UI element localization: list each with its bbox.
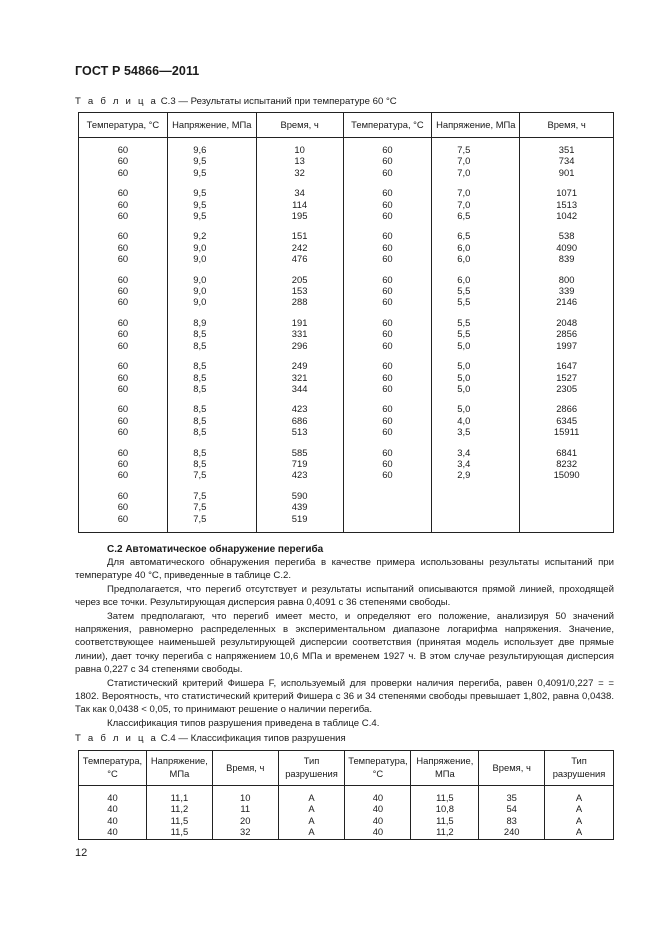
table-cell: 5,5 (432, 285, 520, 296)
table-cell: 1647 (520, 351, 614, 371)
table-cell: 9,5 (167, 210, 256, 221)
table-cell: 6345 (520, 415, 614, 426)
table-cell: 686 (256, 415, 343, 426)
table-cell: 114 (256, 199, 343, 210)
paragraph: Классификация типов разрушения приведена в таблице С.4. (107, 717, 380, 729)
table-cell: 839 (520, 253, 614, 264)
table-cell: 60 (79, 426, 168, 437)
column-header: Напряжение, МПа (167, 113, 256, 138)
table-row (79, 138, 614, 156)
table-cell: 4090 (520, 242, 614, 253)
table-cell: 7,0 (432, 178, 520, 198)
table-cell: 60 (343, 253, 432, 264)
table-cell: 734 (520, 155, 614, 166)
table-cell: 7,0 (432, 199, 520, 210)
table-cell: 242 (256, 242, 343, 253)
table-cell: 60 (79, 210, 168, 221)
table-cell: 1527 (520, 372, 614, 383)
table-cell: 8,9 (167, 308, 256, 328)
table-cell: 11,1 (146, 786, 212, 804)
table-cell: 8,5 (167, 426, 256, 437)
table-cell: 321 (256, 372, 343, 383)
table-cell: 10,8 (411, 803, 479, 814)
table-cell: 60 (343, 210, 432, 221)
table-cell: 439 (256, 501, 343, 512)
table-cell: 8,5 (167, 415, 256, 426)
table-cell: 6,5 (432, 210, 520, 221)
section-c2-heading: С.2 Автоматическое обнаружение перегиба (107, 544, 324, 555)
table-cell: 60 (79, 155, 168, 166)
table-cell: 11 (212, 803, 278, 814)
table-cell: 60 (343, 340, 432, 351)
table-cell: 8,5 (167, 458, 256, 469)
table-cell (520, 501, 614, 512)
table-cell: 60 (343, 265, 432, 285)
table-cell: 60 (343, 178, 432, 198)
table-cell: 60 (79, 340, 168, 351)
table-cell: 191 (256, 308, 343, 328)
table-cell: 60 (79, 199, 168, 210)
table-row (79, 265, 614, 285)
table-cell: 60 (79, 394, 168, 414)
table-cell: 60 (343, 394, 432, 414)
table-row (79, 328, 614, 339)
table-cell: 9,0 (167, 296, 256, 307)
table-cell: 60 (343, 415, 432, 426)
table-cell: 7,5 (167, 469, 256, 480)
table-cell: 6,0 (432, 253, 520, 264)
table-row (79, 803, 614, 814)
column-header: Тип разрушения (545, 751, 614, 786)
table-cell: 6,5 (432, 221, 520, 241)
table-cell: А (545, 803, 614, 814)
table-cell: 60 (343, 308, 432, 328)
section-c2-text (75, 556, 614, 730)
table-cell: 9,0 (167, 253, 256, 264)
table-row (79, 221, 614, 241)
table-cell: 7,5 (432, 138, 520, 156)
paragraph: Статистический критерий Фишера F, используемый для проверки наличия перегиба, равен 0,4091/0,227 = = 1802. Вероятность, что статистический критерий Фишера с 36 и 34 степенями свободы превышает 1,802, равна 0,0438. Так как 0,0438 < 0,05, то принимают решение о наличии перегиба. (75, 677, 614, 716)
table-row (79, 178, 614, 198)
table-cell: 9,5 (167, 178, 256, 198)
table-cell: 2856 (520, 328, 614, 339)
table-cell: 7,5 (167, 501, 256, 512)
table-cell: 40 (79, 826, 147, 840)
table-cell: 1997 (520, 340, 614, 351)
table-row (79, 415, 614, 426)
table-cell: 83 (479, 815, 545, 826)
table-cell: 60 (79, 138, 168, 156)
table-cell: 10 (212, 786, 278, 804)
table-row (79, 372, 614, 383)
table-cell: 9,6 (167, 138, 256, 156)
table-cell: 60 (79, 328, 168, 339)
table-cell: 9,5 (167, 199, 256, 210)
table-c3-caption-title: С.3 — Результаты испытаний при температуре 60 °С (160, 96, 397, 107)
table-cell: 60 (343, 438, 432, 458)
table-cell: 60 (343, 167, 432, 178)
table-row (79, 458, 614, 469)
table-cell: 15090 (520, 469, 614, 480)
table-cell: 153 (256, 285, 343, 296)
table-cell: 40 (79, 815, 147, 826)
table-cell: 11,5 (411, 786, 479, 804)
table-cell: 351 (520, 138, 614, 156)
table-cell: 60 (343, 351, 432, 371)
table-cell: 476 (256, 253, 343, 264)
table-cell: 205 (256, 265, 343, 285)
table-cell: 6,0 (432, 242, 520, 253)
table-row (79, 351, 614, 371)
table-cell: 60 (79, 458, 168, 469)
table-cell: 5,0 (432, 372, 520, 383)
table-cell: 60 (343, 383, 432, 394)
table-row (79, 394, 614, 414)
table-cell: 195 (256, 210, 343, 221)
table-c4-header-row (79, 751, 614, 786)
table-cell: 32 (256, 167, 343, 178)
column-header: Температура, °С (79, 113, 168, 138)
table-cell: 34 (256, 178, 343, 198)
table-cell: 11,5 (146, 815, 212, 826)
table-cell (432, 481, 520, 501)
table-cell: 7,5 (167, 513, 256, 533)
table-cell: 296 (256, 340, 343, 351)
table-cell: А (278, 803, 345, 814)
table-row (79, 199, 614, 210)
table-cell: 423 (256, 394, 343, 414)
table-cell: А (545, 826, 614, 840)
column-header: Напряжение, МПа (411, 751, 479, 786)
table-cell: 590 (256, 481, 343, 501)
table-cell (520, 481, 614, 501)
table-cell: 40 (345, 815, 411, 826)
table-cell: 5,5 (432, 296, 520, 307)
table-c4-caption-title: С.4 — Классификация типов разрушения (160, 733, 346, 744)
table-cell: 60 (79, 438, 168, 458)
table-cell: 11,5 (146, 826, 212, 840)
table-cell: 60 (343, 328, 432, 339)
table-cell: 11,2 (411, 826, 479, 840)
table-cell: 4,0 (432, 415, 520, 426)
paragraph: Предполагается, что перегиб отсутствует и результаты испытаний описываются прямой линией, проходящей через все точки. Результирующая дисперсия равна 0,4091 с 36 степенями свободы. (75, 583, 614, 609)
table-cell: 60 (343, 458, 432, 469)
table-cell: 60 (79, 221, 168, 241)
table-c4 (78, 750, 614, 840)
table-cell: 7,0 (432, 167, 520, 178)
table-cell: 60 (343, 296, 432, 307)
table-cell: 35 (479, 786, 545, 804)
table-cell: 60 (79, 296, 168, 307)
table-cell: 60 (79, 501, 168, 512)
table-cell: 40 (79, 786, 147, 804)
table-cell: А (545, 786, 614, 804)
table-c3-caption-label: Т а б л и ц а (75, 96, 159, 107)
table-cell: 60 (343, 469, 432, 480)
table-cell: 60 (79, 372, 168, 383)
table-cell: 1042 (520, 210, 614, 221)
table-cell: 40 (345, 803, 411, 814)
table-cell: 60 (79, 415, 168, 426)
table-cell: 40 (345, 826, 411, 840)
table-row (79, 481, 614, 501)
table-cell (343, 513, 432, 533)
table-row (79, 501, 614, 512)
table-row (79, 513, 614, 533)
table-cell (343, 481, 432, 501)
table-row (79, 167, 614, 178)
column-header: Время, ч (479, 751, 545, 786)
table-cell: 54 (479, 803, 545, 814)
table-cell: 331 (256, 328, 343, 339)
table-cell: 9,0 (167, 242, 256, 253)
table-cell: 60 (343, 221, 432, 241)
column-header: Время, ч (520, 113, 614, 138)
table-cell: 9,2 (167, 221, 256, 241)
table-row (79, 438, 614, 458)
table-cell: 60 (343, 242, 432, 253)
table-cell: 8,5 (167, 383, 256, 394)
table-cell: 20 (212, 815, 278, 826)
table-cell: 60 (79, 253, 168, 264)
table-cell: 9,0 (167, 265, 256, 285)
table-cell: 2305 (520, 383, 614, 394)
table-cell: 7,0 (432, 155, 520, 166)
table-cell: 10 (256, 138, 343, 156)
table-cell: 249 (256, 351, 343, 371)
table-cell: 8,5 (167, 438, 256, 458)
table-cell: 344 (256, 383, 343, 394)
table-cell: 60 (79, 285, 168, 296)
table-cell: 1071 (520, 178, 614, 198)
table-cell: 240 (479, 826, 545, 840)
table-cell: 60 (79, 469, 168, 480)
table-c3-header-row (79, 113, 614, 138)
table-cell: А (278, 826, 345, 840)
table-cell: 2146 (520, 296, 614, 307)
table-cell: 585 (256, 438, 343, 458)
table-row (79, 253, 614, 264)
table-cell: 60 (79, 178, 168, 198)
table-cell: 8,5 (167, 328, 256, 339)
table-c4-caption-label: Т а б л и ц а (75, 733, 159, 744)
table-cell: 8232 (520, 458, 614, 469)
table-cell: 60 (343, 372, 432, 383)
table-cell: 9,5 (167, 167, 256, 178)
table-cell: 6,0 (432, 265, 520, 285)
table-cell: 3,4 (432, 438, 520, 458)
table-cell: А (278, 786, 345, 804)
paragraph: Для автоматического обнаружения перегиба в качестве примера использованы результаты испытаний при температуре 40 °С, приведенные в таблице С.2. (75, 557, 614, 582)
table-cell: А (545, 815, 614, 826)
table-c3 (78, 112, 614, 533)
table-cell: 6841 (520, 438, 614, 458)
table-cell (432, 513, 520, 533)
table-cell: 11,5 (411, 815, 479, 826)
column-header: Температура, °С (345, 751, 411, 786)
table-cell: 5,0 (432, 383, 520, 394)
table-cell: 60 (79, 383, 168, 394)
table-cell: 8,5 (167, 372, 256, 383)
table-cell: 519 (256, 513, 343, 533)
column-header: Тип разрушения (278, 751, 345, 786)
table-row (79, 426, 614, 437)
table-cell: 5,0 (432, 394, 520, 414)
table-cell: 13 (256, 155, 343, 166)
column-header: Температура, °С (343, 113, 432, 138)
table-row (79, 308, 614, 328)
table-cell: 1513 (520, 199, 614, 210)
table-cell: 3,4 (432, 458, 520, 469)
table-cell (520, 513, 614, 533)
column-header: Напряжение, МПа (432, 113, 520, 138)
table-cell: 8,5 (167, 394, 256, 414)
table-cell: 40 (79, 803, 147, 814)
table-cell: 423 (256, 469, 343, 480)
document-header: ГОСТ Р 54866—2011 (75, 64, 200, 78)
table-cell (432, 501, 520, 512)
table-cell: 32 (212, 826, 278, 840)
table-cell: 5,5 (432, 328, 520, 339)
table-cell: 5,0 (432, 351, 520, 371)
table-cell: 2866 (520, 394, 614, 414)
table-cell: 60 (343, 138, 432, 156)
page-number: 12 (75, 847, 88, 859)
table-row (79, 383, 614, 394)
table-cell: 8,5 (167, 351, 256, 371)
table-cell: 60 (343, 426, 432, 437)
table-row (79, 155, 614, 166)
table-cell: 60 (79, 242, 168, 253)
table-cell: 538 (520, 221, 614, 241)
table-cell: 513 (256, 426, 343, 437)
column-header: Температура, °С (79, 751, 147, 786)
table-cell: 800 (520, 265, 614, 285)
table-cell: 60 (79, 265, 168, 285)
table-cell: 60 (79, 513, 168, 533)
table-c4-caption (75, 733, 346, 744)
column-header: Напряжение, МПа (146, 751, 212, 786)
table-row (79, 826, 614, 840)
table-cell: 2,9 (432, 469, 520, 480)
table-cell: 5,0 (432, 340, 520, 351)
table-row (79, 786, 614, 804)
column-header: Время, ч (256, 113, 343, 138)
table-cell: 5,5 (432, 308, 520, 328)
table-cell: 2048 (520, 308, 614, 328)
table-cell: 11,2 (146, 803, 212, 814)
table-c3-caption (75, 96, 397, 107)
table-cell: 151 (256, 221, 343, 241)
table-cell: 60 (343, 285, 432, 296)
table-cell: 40 (345, 786, 411, 804)
table-cell: 60 (343, 155, 432, 166)
paragraph: Затем предполагают, что перегиб имеет место, и определяют его положение, анализируя 50 значений напряжения, равномерно распределенных в экспериментальном диапазоне логарифма напряжения. Значение, соответствующее наименьшей результирующей дисперсии соответствия (принятая модель использует две прямые линии), дает точку перегиба с напряжением 10,6 МПа и временем 1927 ч. В этом случае результирующая дисперсия равна 0,227 с 34 степенями свободы. (75, 610, 614, 676)
table-cell: 60 (343, 199, 432, 210)
table-c4-body (79, 786, 614, 840)
table-row (79, 210, 614, 221)
table-cell: 9,5 (167, 155, 256, 166)
column-header: Время, ч (212, 751, 278, 786)
table-cell: 719 (256, 458, 343, 469)
table-cell: 339 (520, 285, 614, 296)
table-cell: 60 (79, 481, 168, 501)
table-cell (343, 501, 432, 512)
table-cell: 60 (79, 167, 168, 178)
table-row (79, 296, 614, 307)
table-row (79, 815, 614, 826)
table-cell: 9,0 (167, 285, 256, 296)
table-cell: 60 (79, 308, 168, 328)
table-row (79, 340, 614, 351)
table-cell: 15911 (520, 426, 614, 437)
table-c3-body (79, 138, 614, 533)
table-row (79, 469, 614, 480)
table-cell: 3,5 (432, 426, 520, 437)
table-row (79, 285, 614, 296)
table-row (79, 242, 614, 253)
table-cell: 288 (256, 296, 343, 307)
table-cell: 901 (520, 167, 614, 178)
table-cell: 60 (79, 351, 168, 371)
table-cell: 7,5 (167, 481, 256, 501)
table-cell: А (278, 815, 345, 826)
table-cell: 8,5 (167, 340, 256, 351)
